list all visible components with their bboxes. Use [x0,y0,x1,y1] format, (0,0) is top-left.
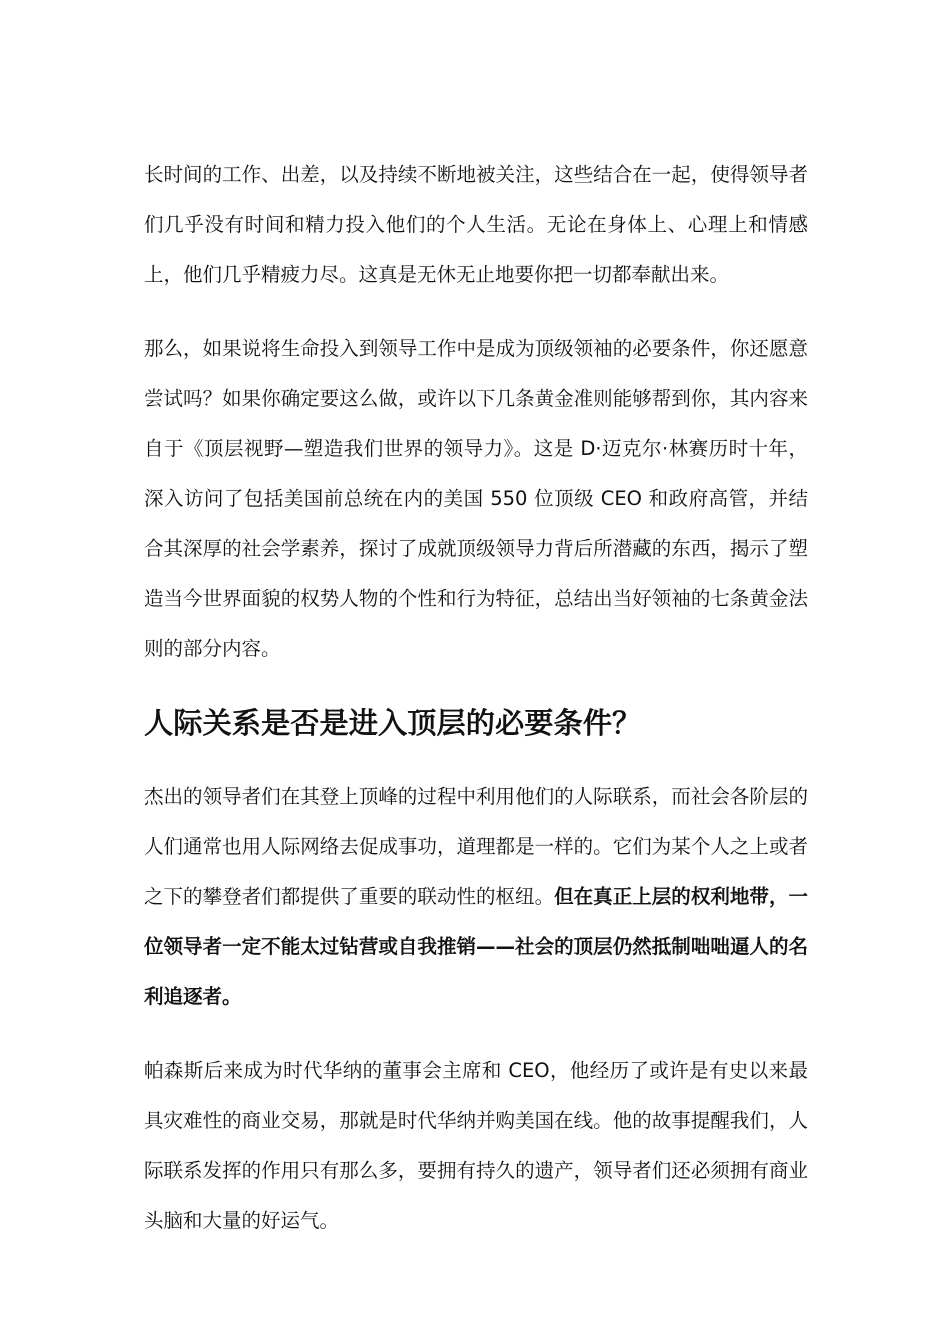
paragraph-parsons: 帕森斯后来成为时代华纳的董事会主席和 CEO，他经历了或许是有史以来最具灾难性的商业交易，那就是时代华纳并购美国在线。他的故事提醒我们，人际联系发挥的作用只有那么多，要拥有持久的遗产，领导者们还必须拥有商业头脑和大量的好运气。 [144,1059,808,1232]
paragraph-networking-text: 杰出的领导者们在其登上顶峰的过程中利用他们的人际联系，而社会各阶层的人们通常也用人际网络去促成事功，道理都是一样的。它们为某个人之上或者之下的攀登者们都提供了重要的联动性的枢纽。 [144,785,808,908]
paragraph-networking-emphasis: 但在真正上层的权利地带，一位领导者一定不能太过钻营或自我推销——社会的顶层仍然抵制咄咄逼人的名利追逐者。 [144,885,808,1008]
paragraph-networking [144,772,808,1022]
document-page [144,150,808,1246]
paragraph-intro: 长时间的工作、出差，以及持续不断地被关注，这些结合在一起，使得领导者们几乎没有时间和精力投入他们的个人生活。无论在身体上、心理上和情感上，他们几乎精疲力尽。这真是无休无止地要你把一切都奉献出来。 [144,163,808,286]
paragraph-book-intro: 那么，如果说将生命投入到领导工作中是成为顶级领袖的必要条件，你还愿意尝试吗？如果你确定要这么做，或许以下几条黄金准则能够帮到你，其内容来自于《顶层视野—塑造我们世界的领导力》。这是 D·迈克尔·林赛历时十年，深入访问了包括美国前总统在内的美国 550 位顶级 CEO 和政府高管，并结合其深厚的社会学素养，探讨了成就顶级领导力背后所潜藏的东西，揭示了塑造当今世界面貌的权势人物的个性和行为特征，总结出当好领袖的七条黄金法则的部分内容。 [144,337,808,660]
section-heading: 人际关系是否是进入顶层的必要条件？ [144,706,642,740]
